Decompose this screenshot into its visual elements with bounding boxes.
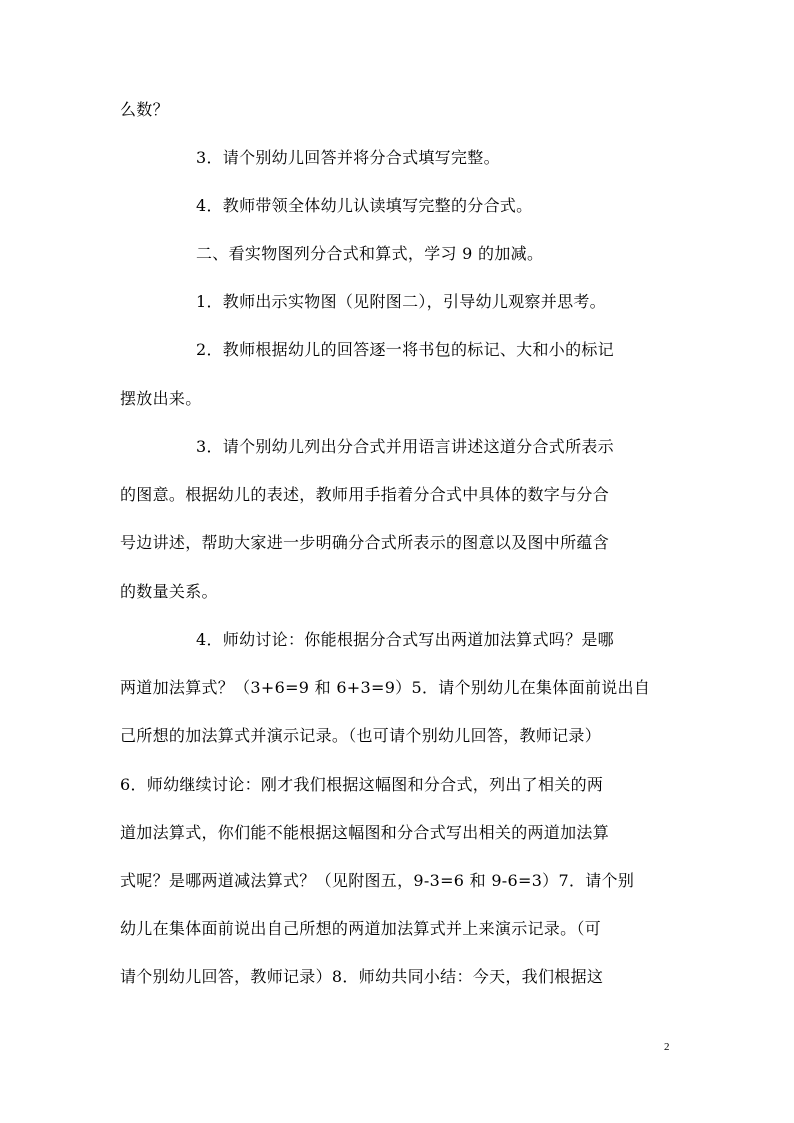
text-line-13: 两道加法算式？（3+6=9 和 6+3=9）5．请个别幼儿在集体面前说出自 — [120, 678, 651, 697]
text-line-1: 么数？ — [120, 100, 169, 119]
text-line-19: 请个别幼儿回答，教师记录）8．师幼共同小结：今天，我们根据这 — [120, 967, 604, 986]
text-line-9: 的图意。根据幼儿的表述，教师用手指着分合式中具体的数字与分合 — [120, 485, 610, 504]
text-line-8: 3．请个别幼儿列出分合式并用语言讲述这道分合式所表示 — [196, 437, 614, 456]
text-line-15: 6．师幼继续讨论：刚才我们根据这幅图和分合式，列出了相关的两 — [120, 775, 604, 794]
text-line-11: 的数量关系。 — [120, 582, 218, 601]
text-line-17: 式呢？是哪两道减法算式？（见附图五，9-3=6 和 9-6=3）7．请个别 — [120, 871, 635, 890]
text-line-6: 2．教师根据幼儿的回答逐一将书包的标记、大和小的标记 — [196, 340, 614, 359]
text-line-18: 幼儿在集体面前说出自己所想的两道加法算式并上来演示记录。（可 — [120, 919, 602, 938]
text-line-12: 4．师幼讨论：你能根据分合式写出两道加法算式吗？是哪 — [196, 630, 614, 649]
page-number: 2 — [664, 1041, 670, 1053]
text-line-16: 道加法算式，你们能不能根据这幅图和分合式写出相关的两道加法算 — [120, 823, 610, 842]
text-line-5: 1．教师出示实物图（见附图二），引导幼儿观察并思考。 — [196, 292, 606, 311]
section-heading: 二、看实物图列分合式和算式，学习 9 的加减。 — [196, 244, 544, 263]
text-line-14: 己所想的加法算式并演示记录。（也可请个别幼儿回答，教师记录） — [120, 726, 602, 745]
text-line-10: 号边讲述，帮助大家进一步明确分合式所表示的图意以及图中所蕴含 — [120, 533, 610, 552]
text-line-3: 4．教师带领全体幼儿认读填写完整的分合式。 — [196, 196, 533, 215]
text-line-2: 3．请个别幼儿回答并将分合式填写完整。 — [196, 148, 500, 167]
text-line-7: 摆放出来。 — [120, 389, 202, 408]
